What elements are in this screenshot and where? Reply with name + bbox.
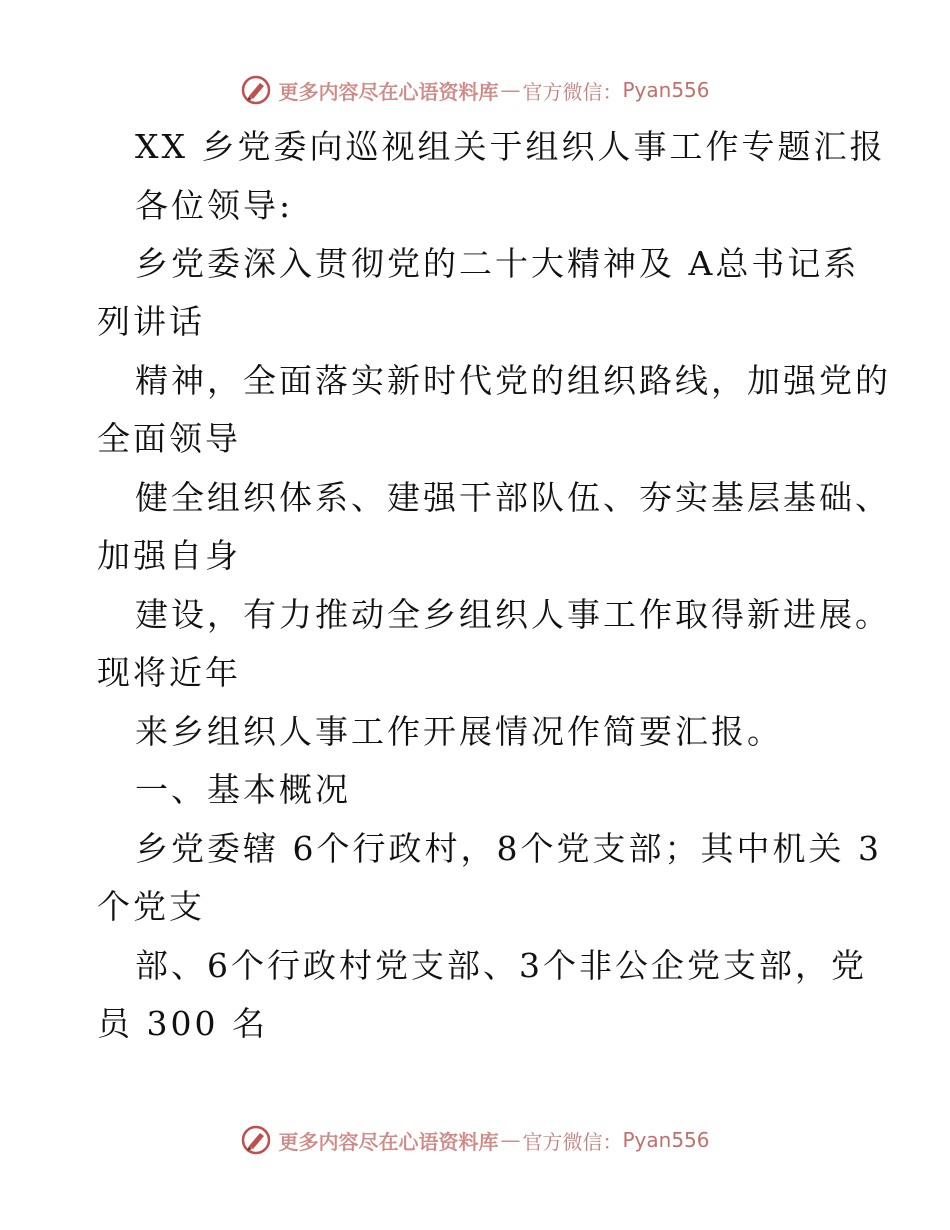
pen-logo-icon xyxy=(240,1124,272,1156)
salutation: 各位领导: xyxy=(135,186,294,225)
paragraph-line: 员 300 名 xyxy=(97,1004,268,1043)
paragraph-line: 加强自身 xyxy=(97,536,241,575)
document-title: XX 乡党委向巡视组关于组织人事工作专题汇报 xyxy=(135,127,886,166)
paragraph-line: 乡党委辖 6个行政村，8个党支部；其中机关 3 xyxy=(135,829,882,868)
paragraph-line: 来乡组织人事工作开展情况作简要汇报。 xyxy=(135,712,783,751)
paragraph-line: 全面领导 xyxy=(97,419,241,458)
paragraph-line: 精神，全面落实新时代党的组织路线，加强党的 xyxy=(135,361,891,400)
watermark-separator: — xyxy=(500,78,521,102)
watermark-footer xyxy=(0,1120,950,1160)
pen-logo-icon xyxy=(240,74,272,106)
paragraph-line: 部、6个行政村党支部、3个非公企党支部，党 xyxy=(135,946,867,985)
paragraph-line: 建设，有力推动全乡组织人事工作取得新进展。 xyxy=(135,595,891,634)
paragraph-line: 个党支 xyxy=(97,887,205,926)
watermark-main-text: 更多内容尽在心语资料库 xyxy=(278,1129,499,1154)
watermark-wechat-id: Pyan556 xyxy=(622,1128,710,1152)
watermark-sub-text: 官方微信： xyxy=(522,79,623,104)
watermark-header xyxy=(0,70,950,110)
watermark-wechat-id: Pyan556 xyxy=(622,78,710,102)
watermark-sub-text: 官方微信： xyxy=(522,1129,623,1154)
paragraph-line: 乡党委深入贯彻党的二十大精神及 A总书记系 xyxy=(135,244,860,283)
paragraph-line: 健全组织体系、建强干部队伍、夯实基层基础、 xyxy=(135,478,891,517)
paragraph-line: 现将近年 xyxy=(97,653,241,692)
watermark-main-text: 更多内容尽在心语资料库 xyxy=(278,79,499,104)
watermark-separator: — xyxy=(500,1128,521,1152)
paragraph-line: 列讲话 xyxy=(97,302,205,341)
section-heading: 一、基本概况 xyxy=(135,770,351,809)
